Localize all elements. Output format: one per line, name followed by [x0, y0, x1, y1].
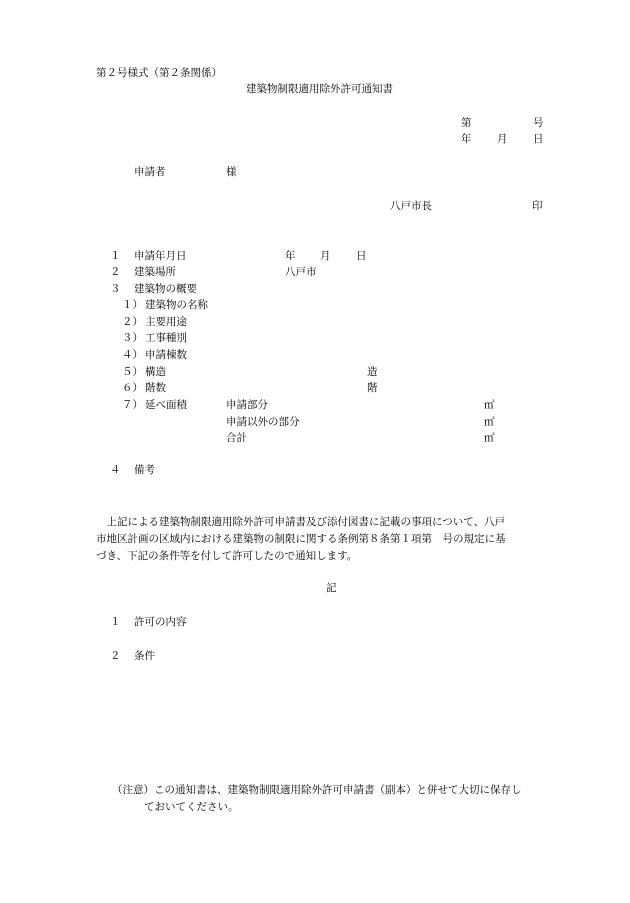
item-2-number: ２	[110, 266, 121, 278]
form-number: 第２号様式（第２条関係）	[96, 67, 222, 79]
notice-line: づき、下記の条件等を付して許可したので通知します。	[96, 550, 358, 562]
item-4-number: ４	[110, 464, 121, 476]
sub-item-number: ３）	[122, 332, 143, 344]
structure-unit: 造	[367, 366, 378, 378]
date-year: 年	[461, 133, 472, 145]
notice-line: 市地区計画の区域内における建築物の制限に関する条例第８条第１項第 号の規定に基	[96, 533, 506, 545]
applicant-honorific: 様	[226, 166, 237, 178]
sub-item-number: ６）	[122, 382, 143, 394]
condition-1-number: １	[110, 616, 121, 628]
item-1-day: 日	[356, 250, 367, 262]
sub-item-number: ２）	[122, 316, 143, 328]
sub-item-work-type: 工事種別	[145, 332, 187, 344]
sub-item-building-count: 申請棟数	[145, 349, 187, 361]
condition-2-label: 条件	[134, 650, 155, 662]
area-applied-label: 申請部分	[226, 399, 268, 411]
area-total-unit: ㎡	[484, 432, 495, 444]
area-applied-unit: ㎡	[484, 399, 495, 411]
item-1-month: 月	[320, 250, 331, 262]
sub-item-floors: 階数	[145, 382, 166, 394]
sub-item-total-floor-area: 延べ面積	[145, 399, 187, 411]
item-2-value: 八戸市	[285, 266, 317, 278]
item-3-label: 建築物の概要	[134, 283, 197, 295]
caution-line: ておいてください。	[144, 801, 239, 813]
document-title: 建築物制限適用除外許可通知書	[246, 83, 393, 95]
caution-note	[112, 782, 572, 816]
notice-paragraph	[96, 514, 570, 565]
floors-unit: 階	[367, 382, 378, 394]
item-1-number: １	[110, 250, 121, 262]
item-4-label: 備考	[134, 464, 155, 476]
ki-heading: 記	[326, 582, 337, 594]
condition-2-number: ２	[110, 650, 121, 662]
sub-item-structure: 構造	[145, 366, 166, 378]
item-3-number: ３	[110, 283, 121, 295]
area-other-unit: ㎡	[484, 416, 495, 428]
applicant-label: 申請者	[134, 166, 166, 178]
issuer-seal: 印	[532, 200, 543, 212]
sub-item-number: ４）	[122, 349, 143, 361]
number-suffix: 号	[533, 117, 544, 129]
sub-item-number: ７）	[122, 399, 143, 411]
date-month: 月	[497, 133, 508, 145]
date-day: 日	[533, 133, 544, 145]
condition-1-label: 許可の内容	[134, 616, 187, 628]
sub-item-number: ５）	[122, 366, 143, 378]
item-1-label: 申請年月日	[134, 250, 187, 262]
notice-line: 上記による建築物制限適用除外許可申請書及び添付図書に記載の事項について、八戸	[96, 516, 506, 528]
area-total-label: 合計	[226, 432, 247, 444]
issuer-name: 八戸市長	[390, 200, 432, 212]
sub-item-building-name: 建築物の名称	[145, 299, 208, 311]
item-2-label: 建築場所	[134, 266, 176, 278]
area-other-label: 申請以外の部分	[226, 416, 300, 428]
sub-item-main-use: 主要用途	[145, 316, 187, 328]
caution-line: （注意）この通知書は、建築物制限適用除外許可申請書（副本）と併せて大切に保存し	[112, 784, 522, 796]
sub-item-number: １）	[122, 299, 143, 311]
item-1-year: 年	[285, 250, 296, 262]
number-prefix: 第	[461, 117, 472, 129]
